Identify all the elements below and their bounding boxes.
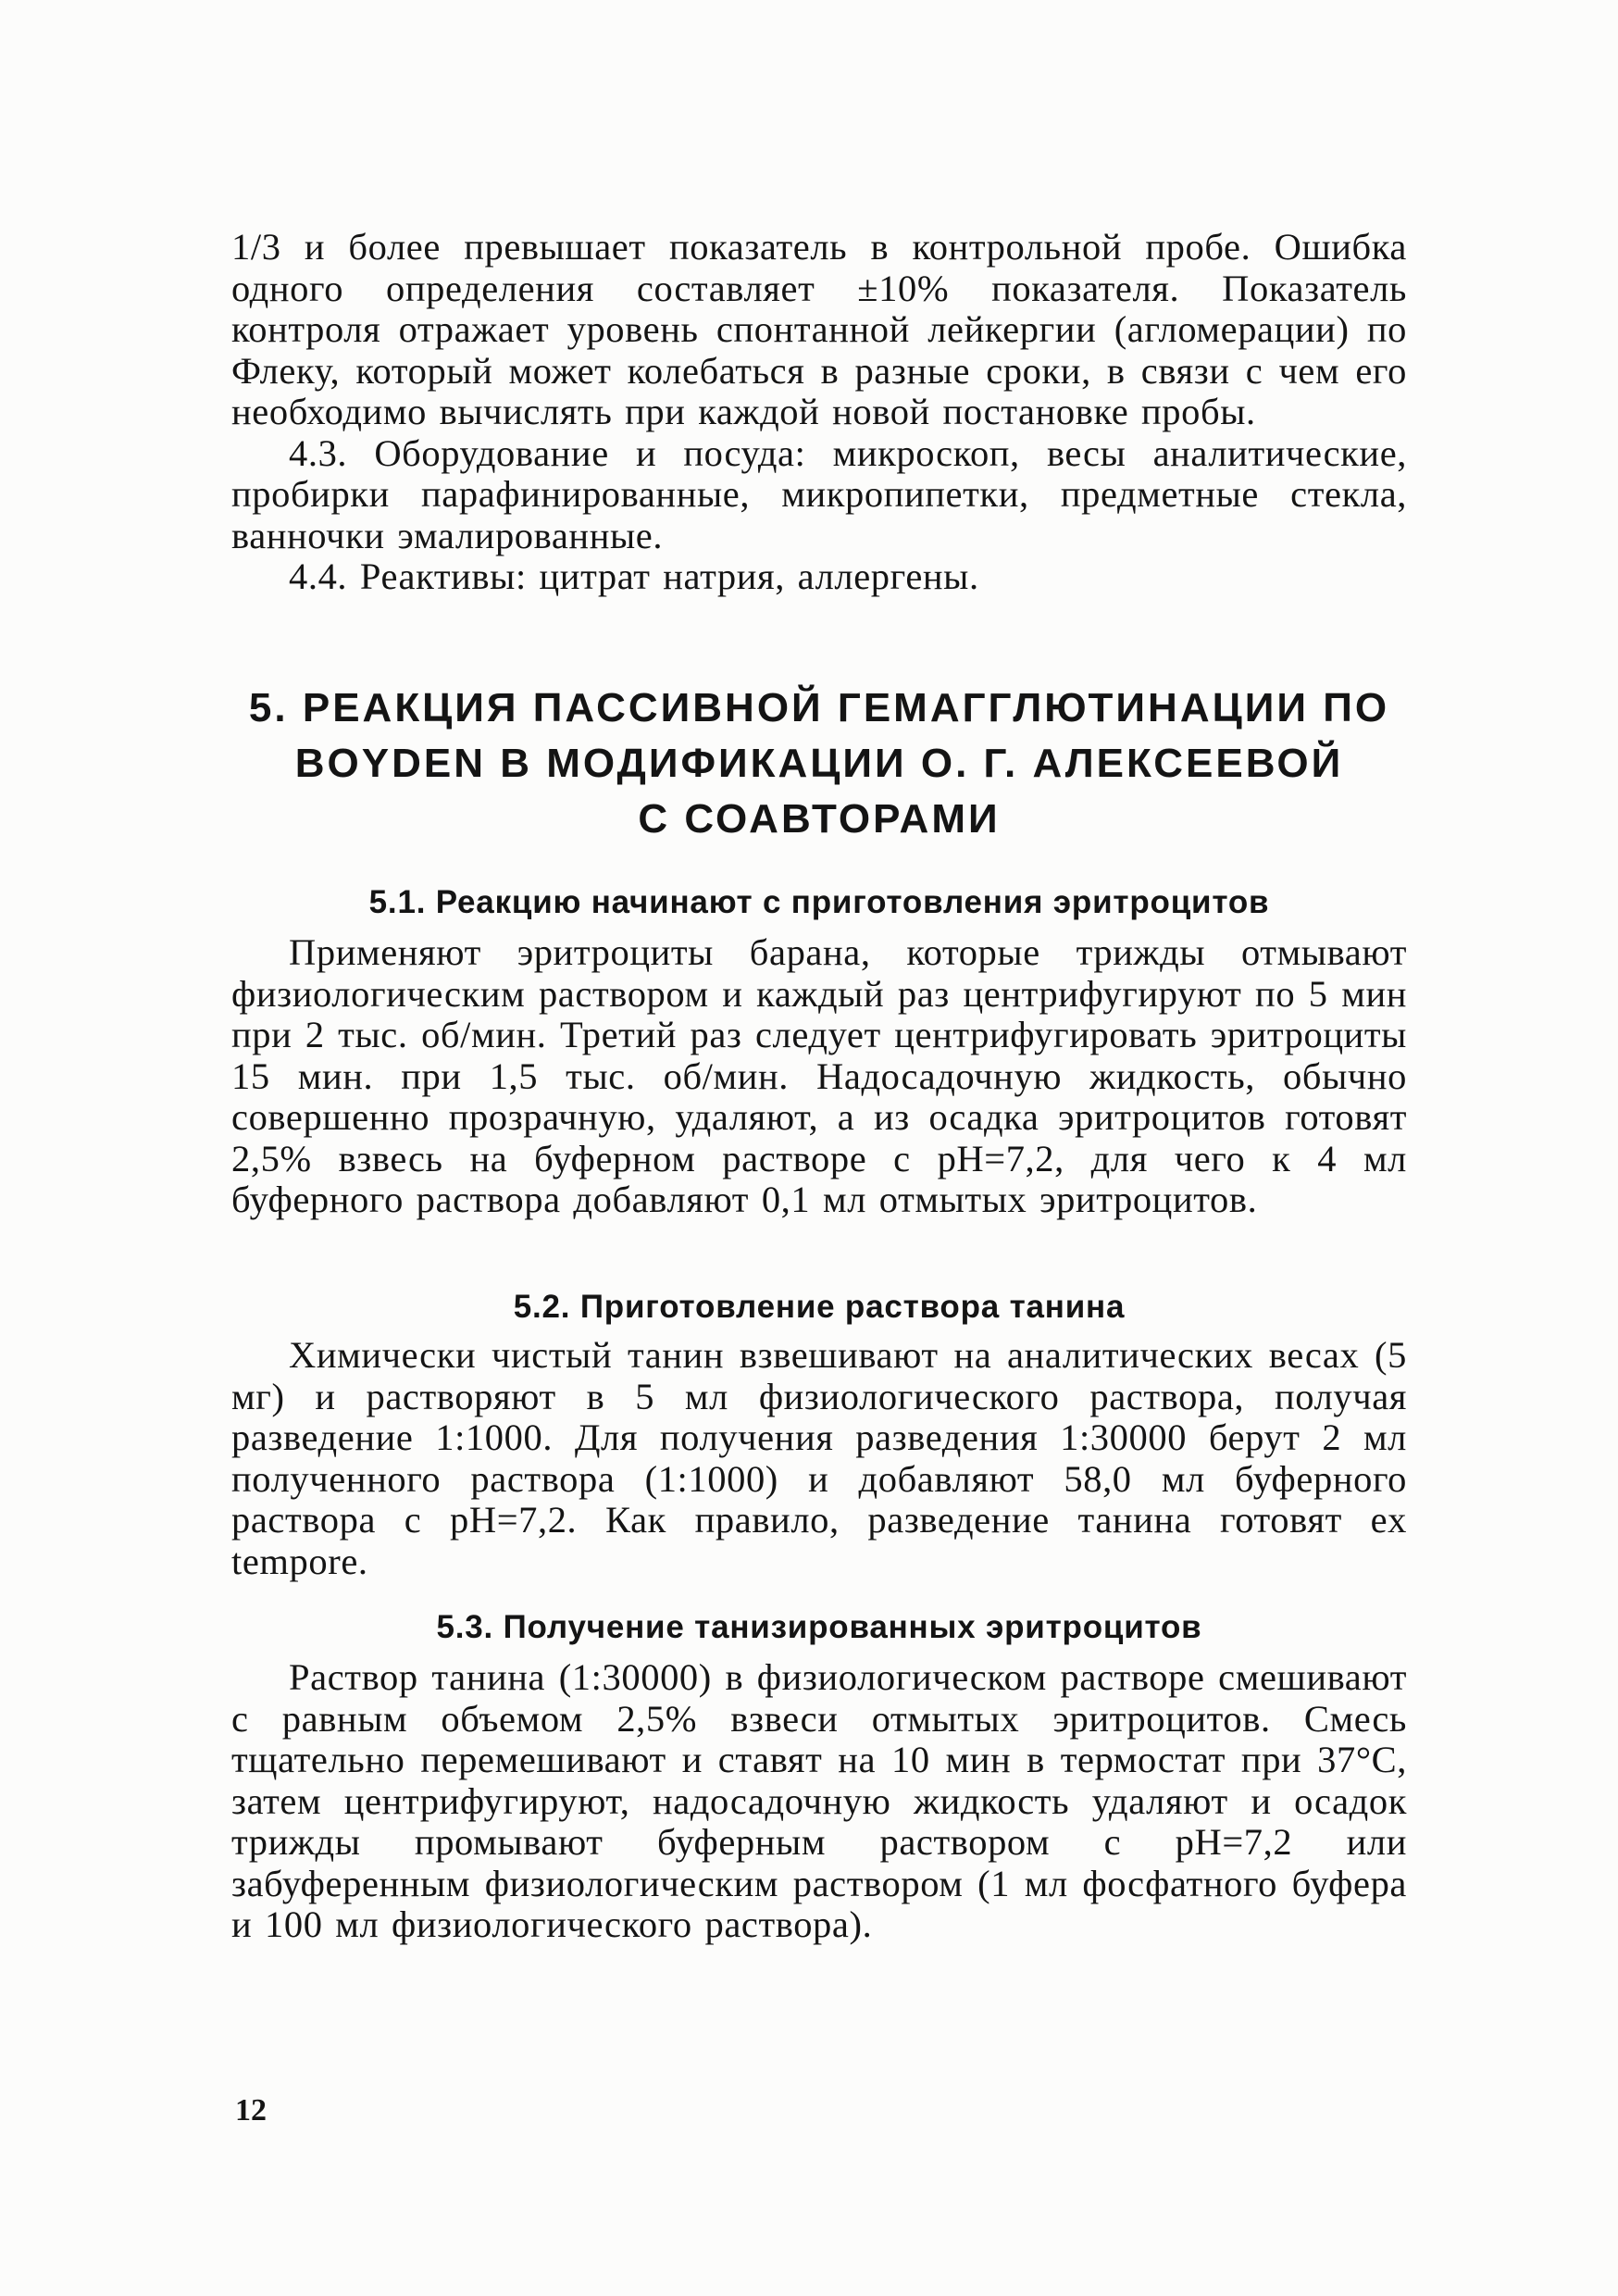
paragraph-5-3: Раствор танина (1:30000) в физиологическом растворе смешивают с равным объемом 2,5% взвеси отмытых эритроцитов. Смесь тщательно перемешивают и ставят на 10 мин в термостат при 37°С, затем центрифугируют, надосадочную жидкость удаляют и осадок трижды промывают буферным раствором с pH=7,2 или забуференным физиологическим раствором (1 мл фосфатного буфера и 100 мл физиологического раствора). <box>231 1656 1407 1945</box>
paragraph-4-3-equipment: 4.3. Оборудование и посуда: микроскоп, весы аналитические, пробирки парафинированные, микропипетки, предметные стекла, ванночки эмалированные. <box>231 431 1407 556</box>
subsection-5-2-heading: 5.2. Приготовление раствора танина <box>513 1289 1126 1325</box>
subsection-5-1-heading: 5.1. Реакцию начинают с приготовления эритроцитов <box>368 884 1270 920</box>
section-title-line-3: С СОАВТОРАМИ <box>638 796 1001 842</box>
paragraph-5-2: Химически чистый танин взвешивают на аналитических весах (5 мг) и растворяют в 5 мл физиологического раствора, получая разведение 1:1000. Для получения разведения 1:30000 берут 2 мл полученного раствора (1:1000) и добавляют 58,0 мл буферного раствора с pH=7,2. Как правило, разведение танина готовят ex tempore. <box>231 1334 1407 1582</box>
subsection-5-3-text <box>231 1657 1407 1946</box>
paragraph-5-1: Применяют эритроциты барана, которые трижды отмывают физиологическим раствором и каждый раз центрифугируют по 5 мин при 2 тыс. об/мин. Третий раз следует центрифугировать эритроциты 15 мин. при 1,5 тыс. об/мин. Надосадочную жидкость, обычно совершенно прозрачную, удаляют, а из осадка эритроцитов готовят 2,5% взвесь на буферном растворе с pH=7,2, для чего к 4 мл буферного раствора добавляют 0,1 мл отмытых эритроцитов. <box>231 931 1407 1220</box>
section-title-line-1: 5. РЕАКЦИЯ ПАССИВНОЙ ГЕМАГГЛЮТИНАЦИИ ПО <box>248 685 1390 730</box>
paragraph-4-4-reagents: 4.4. Реактивы: цитрат натрия, аллергены. <box>289 555 979 597</box>
subsection-5-3-heading: 5.3. Получение танизированных эритроцитов <box>436 1609 1202 1645</box>
page-number: 12 <box>235 2093 267 2128</box>
intro-block <box>231 227 1407 598</box>
subsection-5-2-text <box>231 1335 1407 1582</box>
section-title-line-2: BOYDEN В МОДИФИКАЦИИ О. Г. АЛЕКСЕЕВОЙ <box>294 741 1344 786</box>
subsection-5-1-text <box>231 932 1407 1221</box>
intro-paragraph-continued: 1/3 и более превышает показатель в контрольной пробе. Ошибка одного определения составляет ±10% показателя. Показатель контроля отражает уровень спонтанной лейкергии (агломерации) по Флеку, который может колебаться в разные сроки, в связи с чем его необходимо вычислять при каждой новой постановке пробы. <box>231 226 1407 432</box>
